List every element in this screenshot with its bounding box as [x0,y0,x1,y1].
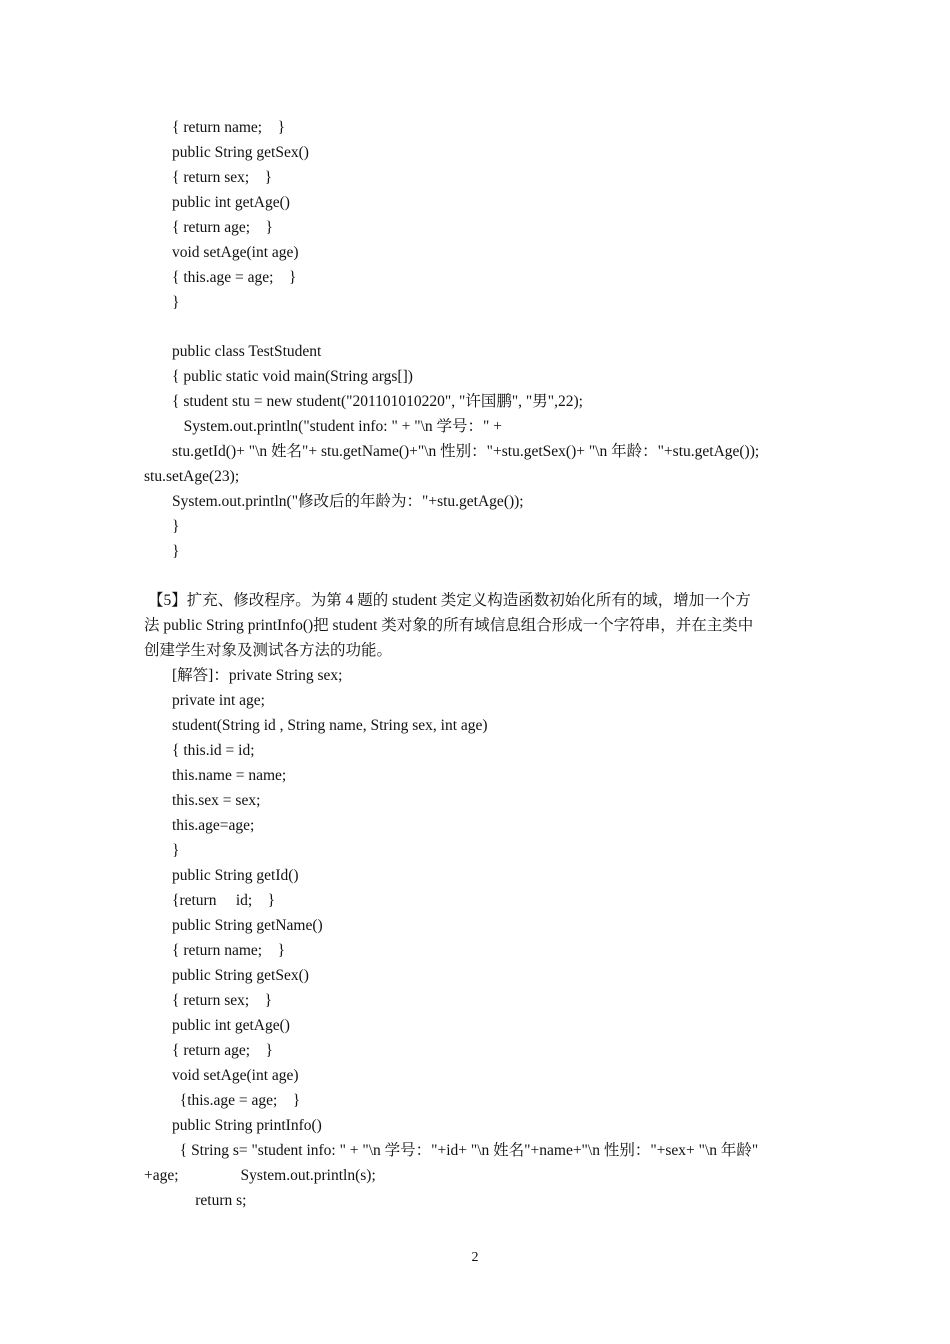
code-line: { student stu = new student("201101010220", "许国鹏", "男",22); [172,393,583,410]
code-line: { this.age = age; } [172,269,297,286]
code-line: { return sex; } [172,992,273,1009]
code-line: stu.getId()+ "\n 姓名"+ stu.getName()+"\n 性别："+stu.getSex()+ "\n 年龄："+stu.getAge()); [172,443,760,460]
code-line: void setAge(int age) [172,244,299,261]
code-line: stu.setAge(23); [144,468,240,485]
code-line: this.sex = sex; [172,792,261,809]
code-line: void setAge(int age) [172,1067,299,1084]
code-line: System.out.println("修改后的年龄为："+stu.getAge()); [172,493,524,510]
code-line: student(String id , String name, String sex, int age) [172,717,488,734]
question-5-text: 法 public String printInfo()把 student 类对象的所有域信息组合形成一个字符串，并在主类中 [144,617,754,634]
answer-line: [解答]：private String sex; [172,667,343,684]
code-line: public String getId() [172,867,299,884]
code-line: public int getAge() [172,1017,290,1034]
code-line: public String getSex() [172,967,309,984]
code-line: System.out.println("student info: " + "\n 学号：" + [172,418,502,435]
code-line: public int getAge() [172,194,290,211]
page-number: 2 [471,1250,479,1265]
question-5-text: 【5】扩充、修改程序。为第 4 题的 student 类定义构造函数初始化所有的域，增加一个方 [148,592,751,609]
code-line: this.name = name; [172,767,287,784]
code-line: public String getName() [172,917,323,934]
code-line: { public static void main(String args[]) [172,368,413,385]
code-line: private int age; [172,692,265,709]
code-line: return s; [172,1192,247,1209]
code-line: public String printInfo() [172,1117,322,1134]
code-line: this.age=age; [172,817,255,834]
code-line: { return sex; } [172,169,273,186]
question-5-text: 创建学生对象及测试各方法的功能。 [144,642,393,659]
code-line: } [172,543,180,560]
code-line: } [172,518,180,535]
code-line: { this.id = id; [172,742,255,759]
code-line: public String getSex() [172,144,309,161]
code-line: {return id; } [172,892,276,909]
code-line: { return age; } [172,1042,273,1059]
code-line: { String s= "student info: " + "\n 学号："+id+ "\n 姓名"+name+"\n 性别："+sex+ "\n 年龄" [172,1142,759,1159]
code-line: { return name; } [172,942,286,959]
code-line: {this.age = age; } [172,1092,301,1109]
code-line: { return age; } [172,219,273,236]
code-line: } [172,294,180,311]
code-line: +age; System.out.println(s); [144,1167,376,1184]
code-line: } [172,842,180,859]
code-line: public class TestStudent [172,343,322,360]
code-line: { return name; } [172,119,286,136]
